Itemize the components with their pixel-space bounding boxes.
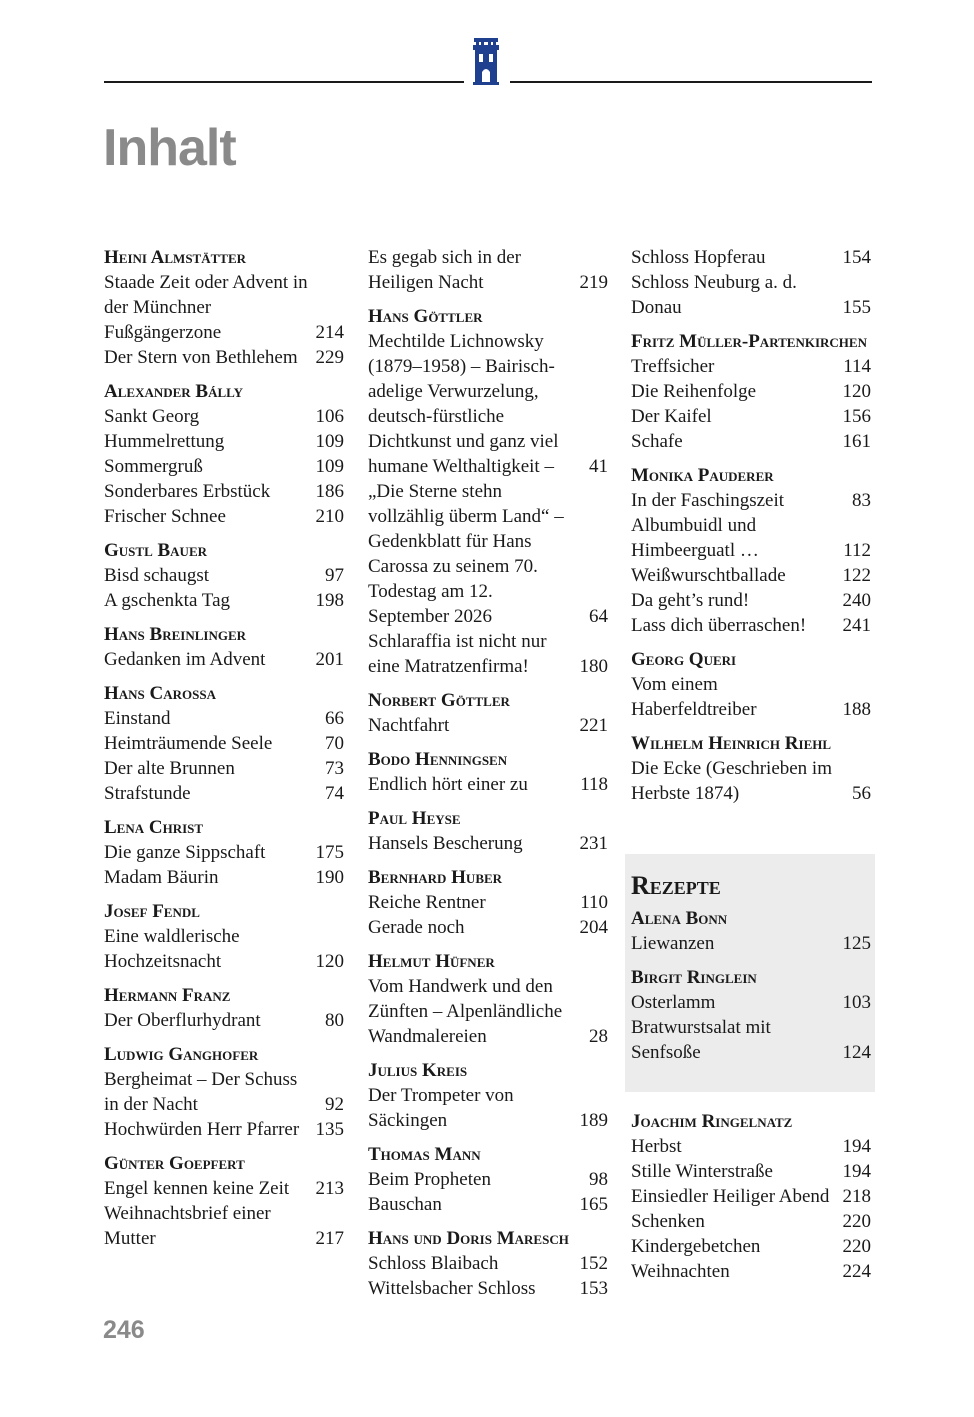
toc-entry: [631, 1159, 871, 1184]
entry-title: Der alte Brunnen: [104, 758, 235, 779]
entry-page: 120: [315, 951, 344, 972]
entry-page: 213: [315, 1178, 344, 1199]
entry-title: Mechtilde Lichnowsky (1879–1958) – Bairisch-adelige Verwurzelung, deutsch-fürstliche Dichtkunst und ganz viel humane Welthaltigkeit –: [368, 331, 559, 477]
entry-page: 97: [325, 565, 344, 586]
toc-entry: [631, 1259, 871, 1284]
castle-tower-icon: [471, 36, 501, 86]
entry-title: Weihnachtsbrief einer Mutter: [104, 1203, 271, 1249]
entry-page: 231: [579, 833, 608, 854]
entry-title: Reiche Rentner: [368, 892, 486, 913]
entry-page: 153: [579, 1278, 608, 1299]
author-name: Hans und Doris Maresch: [368, 1228, 569, 1249]
recipes-box: [625, 854, 875, 1092]
entry-title: Schafe: [631, 431, 683, 452]
author-name: Hermann Franz: [104, 985, 231, 1006]
toc-entry: [631, 488, 871, 513]
entry-page: 154: [842, 247, 871, 268]
entry-title: Lass dich überraschen!: [631, 615, 807, 636]
entry-page: 219: [579, 272, 608, 293]
entry-title: Sommergruß: [104, 456, 203, 477]
entry-title: Frischer Schnee: [104, 506, 226, 527]
entry-page: 41: [589, 456, 608, 477]
entry-page: 180: [579, 656, 608, 677]
entry-page: 156: [842, 406, 871, 427]
entry-title: Schloss Blaibach: [368, 1253, 499, 1274]
recipes-heading: Rezepte: [631, 871, 721, 900]
entry-title: Liewanzen: [631, 933, 715, 954]
toc-entry: [368, 831, 608, 856]
entry-page: 189: [579, 1110, 608, 1131]
entry-title: Endlich hört einer zu: [368, 774, 528, 795]
entry-title: Schloss Neuburg a. d. Donau: [631, 272, 797, 318]
entry-title: Wittelsbacher Schloss: [368, 1278, 536, 1299]
entry-title: Sonderbares Erbstück: [104, 481, 271, 502]
toc-entry: [368, 974, 608, 1049]
author-name: Monika Pauderer: [631, 465, 774, 486]
entry-page: 161: [842, 431, 871, 452]
entry-page: 186: [315, 481, 344, 502]
entry-title: Strafstunde: [104, 783, 191, 804]
entry-title: Vom einem Haberfeldtreiber: [631, 674, 757, 720]
toc-entry: [104, 781, 344, 806]
entry-title: Beim Propheten: [368, 1169, 491, 1190]
toc-entry: [104, 865, 344, 890]
toc-entry: [368, 329, 608, 479]
entry-page: 109: [315, 431, 344, 452]
author-name: Birgit Ringlein: [631, 967, 757, 988]
entry-title: Einstand: [104, 708, 171, 729]
toc-entry: [104, 1201, 344, 1251]
entry-title: Hummelrettung: [104, 431, 225, 452]
author-name: Günter Goepfert: [104, 1153, 245, 1174]
entry-page: 190: [315, 867, 344, 888]
entry-page: 74: [325, 783, 344, 804]
entry-page: 240: [842, 590, 871, 611]
entry-page: 118: [580, 774, 608, 795]
toc-entry: [104, 454, 344, 479]
entry-page: 122: [842, 565, 871, 586]
entry-page: 165: [579, 1194, 608, 1215]
entry-page: 188: [842, 699, 871, 720]
entry-page: 83: [852, 490, 871, 511]
toc-entry: [104, 706, 344, 731]
entry-title: Der Kaifel: [631, 406, 712, 427]
entry-title: Schlaraffia ist nicht nur eine Matratzenfirma!: [368, 631, 547, 677]
toc-entry: [368, 1192, 608, 1217]
entry-page: 110: [580, 892, 608, 913]
entry-title: „Die Sterne stehn vollzählig überm Land“ – Gedenkblatt für Hans Carossa zu seinem 70. Todestag am 12. September 2026: [368, 481, 564, 627]
author-name: Georg Queri: [631, 649, 737, 670]
author-name: Thomas Mann: [368, 1144, 481, 1165]
author-name: Alexander Bálly: [104, 381, 244, 402]
entry-title: Der Trompeter von Säckingen: [368, 1085, 514, 1131]
entry-title: Vom Handwerk und den Zünften – Alpenländliche Wandmalereien: [368, 976, 563, 1047]
author-name: Hans Carossa: [104, 683, 216, 704]
entry-page: 106: [315, 406, 344, 427]
entry-title: Sankt Georg: [104, 406, 200, 427]
author-name: Bernhard Huber: [368, 867, 503, 888]
entry-title: Die ganze Sippschaft: [104, 842, 266, 863]
toc-entry: [104, 563, 344, 588]
toc-entry: [631, 613, 871, 638]
entry-title: Da geht’s rund!: [631, 590, 750, 611]
toc-entry: [631, 429, 871, 454]
entry-title: Schenken: [631, 1211, 705, 1232]
entry-page: 64: [589, 606, 608, 627]
entry-page: 114: [843, 356, 871, 377]
entry-title: Der Oberflurhydrant: [104, 1010, 261, 1031]
toc-entry: [104, 1067, 344, 1117]
entry-title: Stille Winterstraße: [631, 1161, 773, 1182]
author-name: Ludwig Ganghofer: [104, 1044, 259, 1065]
author-name: Lena Christ: [104, 817, 204, 838]
author-name: Norbert Göttler: [368, 690, 510, 711]
entry-page: 217: [315, 1228, 344, 1249]
entry-page: 73: [325, 758, 344, 779]
toc-column-1: [104, 245, 344, 1251]
entry-page: 201: [315, 649, 344, 670]
entry-page: 112: [843, 540, 871, 561]
entry-title: Nachtfahrt: [368, 715, 450, 736]
recipes-list: [631, 906, 871, 1065]
entry-page: 152: [579, 1253, 608, 1274]
toc-entry: [631, 1234, 871, 1259]
toc-entry: [368, 245, 608, 295]
toc-entry: [368, 629, 608, 679]
toc-entry: [631, 931, 871, 956]
entry-title: Osterlamm: [631, 992, 716, 1013]
entry-page: 125: [842, 933, 871, 954]
toc-entry: [104, 270, 344, 345]
author-name: Gustl Bauer: [104, 540, 207, 561]
toc-entry: [631, 513, 871, 563]
entry-page: 66: [325, 708, 344, 729]
toc-entry: [631, 354, 871, 379]
entry-title: Schloss Hopferau: [631, 247, 766, 268]
toc-entry: [631, 245, 871, 270]
entry-title: Treffsicher: [631, 356, 715, 377]
entry-page: 220: [842, 1236, 871, 1257]
toc-entry: [104, 588, 344, 613]
entry-title: Die Ecke (Geschrieben im Herbste 1874): [631, 758, 832, 804]
entry-title: Es gegab sich in der Heiligen Nacht: [368, 247, 522, 293]
toc-entry: [104, 840, 344, 865]
toc-entry: [368, 1251, 608, 1276]
author-name: Hans Göttler: [368, 306, 483, 327]
toc-entry: [104, 479, 344, 504]
toc-entry: [368, 890, 608, 915]
entry-title: Weißwurschtballade: [631, 565, 786, 586]
entry-title: Kindergebetchen: [631, 1236, 761, 1257]
author-name: Josef Fendl: [104, 901, 200, 922]
entry-title: Heimträumende Seele: [104, 733, 273, 754]
entry-title: Hochwürden Herr Pfarrer: [104, 1119, 300, 1140]
toc-entry: [631, 756, 871, 806]
toc-column-3-continued: [631, 1109, 871, 1284]
toc-entry: [104, 1008, 344, 1033]
entry-title: Einsiedler Heiliger Abend: [631, 1186, 830, 1207]
entry-page: 224: [842, 1261, 871, 1282]
toc-entry: [631, 990, 871, 1015]
toc-entry: [368, 479, 608, 629]
entry-title: Bauschan: [368, 1194, 442, 1215]
entry-title: Herbst: [631, 1136, 682, 1157]
entry-page: 98: [589, 1169, 608, 1190]
entry-title: Der Stern von Bethlehem: [104, 347, 298, 368]
entry-page: 204: [579, 917, 608, 938]
entry-title: Die Reihenfolge: [631, 381, 757, 402]
author-name: Bodo Henningsen: [368, 749, 508, 770]
entry-page: 214: [315, 322, 344, 343]
toc-entry: [368, 915, 608, 940]
entry-title: Gerade noch: [368, 917, 465, 938]
entry-page: 103: [842, 992, 871, 1013]
toc-entry: [104, 647, 344, 672]
entry-page: 175: [315, 842, 344, 863]
entry-page: 194: [842, 1136, 871, 1157]
entry-title: Gedanken im Advent: [104, 649, 266, 670]
entry-page: 218: [842, 1186, 871, 1207]
author-name: Heini Almstätter: [104, 247, 247, 268]
toc-entry: [631, 1184, 871, 1209]
toc-entry: [104, 429, 344, 454]
header-rule-right: [510, 81, 872, 83]
entry-title: Staade Zeit oder Advent in der Münchner Fußgängerzone: [104, 272, 308, 343]
author-name: Wilhelm Heinrich Riehl: [631, 733, 832, 754]
entry-title: Hansels Bescherung: [368, 833, 523, 854]
entry-page: 241: [842, 615, 871, 636]
entry-page: 155: [842, 297, 871, 318]
toc-entry: [631, 270, 871, 320]
toc-entry: [631, 1134, 871, 1159]
entry-page: 210: [315, 506, 344, 527]
toc-entry: [104, 924, 344, 974]
toc-column-2: [368, 245, 608, 1301]
entry-page: 120: [842, 381, 871, 402]
entry-page: 221: [579, 715, 608, 736]
author-name: Alena Bonn: [631, 908, 728, 929]
toc-entry: [631, 672, 871, 722]
entry-page: 56: [852, 783, 871, 804]
toc-entry: [104, 504, 344, 529]
author-name: Julius Kreis: [368, 1060, 468, 1081]
author-name: Paul Heyse: [368, 808, 461, 829]
toc-column-3: [631, 245, 871, 806]
toc-entry: [104, 1176, 344, 1201]
entry-page: 220: [842, 1211, 871, 1232]
entry-title: Madam Bäurin: [104, 867, 219, 888]
toc-entry: [631, 404, 871, 429]
entry-title: Bisd schaugst: [104, 565, 210, 586]
toc-entry: [368, 1167, 608, 1192]
entry-page: 194: [842, 1161, 871, 1182]
toc-entry: [631, 1209, 871, 1234]
toc-entry: [368, 772, 608, 797]
entry-title: Eine waldlerische Hochzeitsnacht: [104, 926, 240, 972]
header-rule-left: [104, 81, 464, 83]
entry-page: 135: [315, 1119, 344, 1140]
entry-title: Engel kennen keine Zeit: [104, 1178, 290, 1199]
toc-entry: [104, 731, 344, 756]
entry-page: 124: [842, 1042, 871, 1063]
toc-entry: [104, 345, 344, 370]
toc-entry: [368, 713, 608, 738]
author-name: Helmut Hüfner: [368, 951, 495, 972]
entry-page: 229: [315, 347, 344, 368]
entry-title: In der Faschingszeit: [631, 490, 785, 511]
entry-title: A gschenkta Tag: [104, 590, 231, 611]
toc-entry: [368, 1083, 608, 1133]
author-name: Hans Breinlinger: [104, 624, 247, 645]
entry-page: 109: [315, 456, 344, 477]
toc-entry: [104, 756, 344, 781]
toc-entry: [631, 588, 871, 613]
author-name: Fritz Müller-Partenkirchen: [631, 331, 867, 352]
page-title: Inhalt: [103, 119, 236, 177]
entry-page: 92: [325, 1094, 344, 1115]
page-number: 246: [103, 1316, 145, 1344]
entry-title: Bratwurstsalat mit Senfsoße: [631, 1017, 771, 1063]
entry-title: Bergheimat – Der Schuss in der Nacht: [104, 1069, 298, 1115]
toc-entry: [631, 379, 871, 404]
entry-page: 28: [589, 1026, 608, 1047]
toc-entry: [368, 1276, 608, 1301]
entry-title: Albumbuidl und Himbeerguatl …: [631, 515, 759, 561]
toc-entry: [104, 404, 344, 429]
entry-page: 70: [325, 733, 344, 754]
entry-page: 198: [315, 590, 344, 611]
entry-page: 80: [325, 1010, 344, 1031]
toc-entry: [104, 1117, 344, 1142]
entry-title: Weihnachten: [631, 1261, 730, 1282]
author-name: Joachim Ringelnatz: [631, 1111, 793, 1132]
toc-entry: [631, 1015, 871, 1065]
toc-entry: [631, 563, 871, 588]
